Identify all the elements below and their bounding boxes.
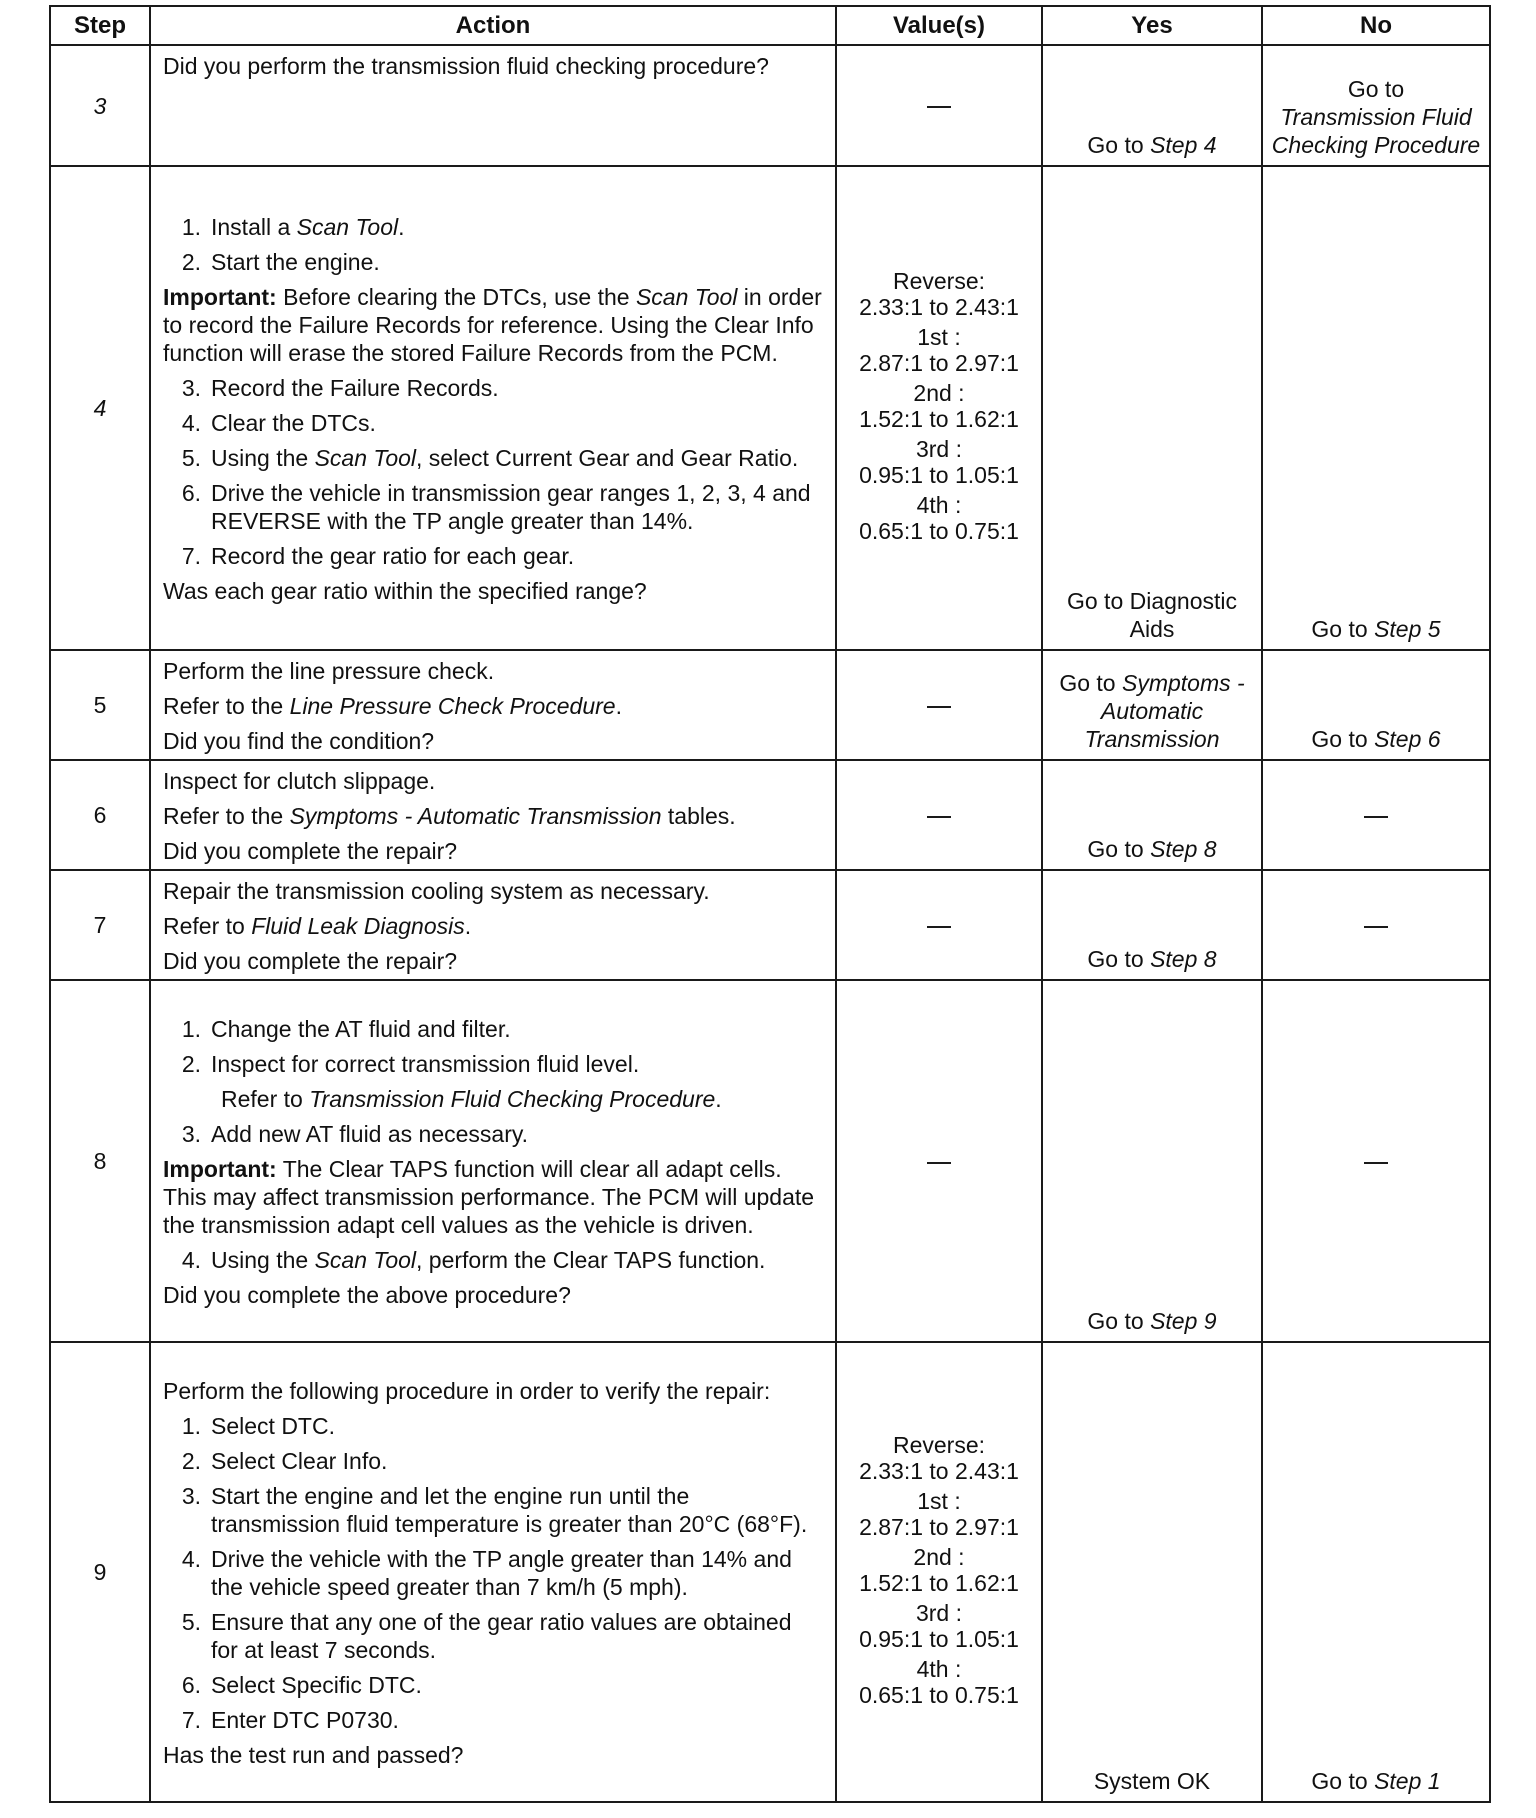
gear-ratio-4th: 4th : 0.65:1 to 0.75:1 <box>859 1656 1019 1708</box>
list-item: 4. Drive the vehicle with the TP angle greater than 14% and the vehicle speed greater than 7 km/h (5 mph). <box>181 1546 792 1600</box>
list-item: 2. Select Clear Info. <box>181 1448 388 1474</box>
step-number: 3 <box>50 45 150 166</box>
table-row-step-7 <box>50 870 1490 980</box>
action-cell <box>150 45 836 166</box>
yes-cell: Go to Diagnostic Aids <box>1042 166 1262 650</box>
step-link: Step 4 <box>1150 132 1217 158</box>
dash-mark <box>927 106 951 108</box>
list-item: 5. Using the Scan Tool, select Current Gear and Gear Ratio. <box>181 445 799 471</box>
gear-ratio-1st: 1st : 2.87:1 to 2.97:1 <box>859 1488 1019 1540</box>
list-item: 1. Select DTC. <box>181 1413 335 1439</box>
table-row-step-9 <box>50 1342 1490 1802</box>
important-note: Important: Before clearing the DTCs, use the Scan Tool in order to record the Failure Records for reference. Using the Clear Info function will erase the stored Failure Records from the PCM. <box>163 284 822 366</box>
gear-ratio-3rd: 3rd : 0.95:1 to 1.05:1 <box>859 436 1019 488</box>
yes-cell: System OK <box>1042 1342 1262 1802</box>
list-item: 3. Record the Failure Records. <box>181 375 499 401</box>
dash-mark <box>1364 926 1388 928</box>
dash-mark <box>927 926 951 928</box>
gear-ratio-2nd: 2nd : 1.52:1 to 1.62:1 <box>859 380 1019 432</box>
question: Did you perform the transmission fluid checking procedure? <box>163 53 769 79</box>
gear-ratio-4th: 4th : 0.65:1 to 0.75:1 <box>859 492 1019 544</box>
no-cell: Go to Step 1 <box>1262 1342 1490 1802</box>
step-link: Step 9 <box>1150 1308 1217 1334</box>
question: Has the test run and passed? <box>163 1742 464 1768</box>
list-item: 1. Change the AT fluid and filter. <box>181 1016 511 1042</box>
header-no: No <box>1262 6 1490 45</box>
procedure-link: Transmission Fluid Checking Procedure <box>1271 104 1481 158</box>
no-cell: Go to Step 5 <box>1262 166 1490 650</box>
step-link: Step 5 <box>1374 616 1441 642</box>
step-number: 5 <box>50 650 150 760</box>
header-yes: Yes <box>1042 6 1262 45</box>
dash-mark <box>927 816 951 818</box>
gear-ratio-reverse: Reverse: 2.33:1 to 2.43:1 <box>859 268 1019 320</box>
no-cell <box>1262 760 1490 870</box>
question: Did you complete the repair? <box>163 948 458 974</box>
list-item: 2. Inspect for correct transmission fluid level. <box>181 1051 640 1077</box>
yes-cell: Go to Symptoms - Automatic Transmission <box>1042 650 1262 760</box>
action-cell: Inspect for clutch slippage. Refer to the Symptoms - Automatic Transmission tables. Did you complete the repair? <box>150 760 836 870</box>
diagnostic-table-page <box>49 5 1489 1803</box>
action-cell <box>150 166 836 650</box>
step-number: 6 <box>50 760 150 870</box>
value-cell <box>836 650 1042 760</box>
table-row-step-4 <box>50 166 1490 650</box>
list-item: 1. Install a Scan Tool. <box>181 214 405 240</box>
dash-mark <box>927 1162 951 1164</box>
gear-ratio-1st: 1st : 2.87:1 to 2.97:1 <box>859 324 1019 376</box>
action-cell: Repair the transmission cooling system as necessary. Refer to Fluid Leak Diagnosis. Did you complete the repair? <box>150 870 836 980</box>
step-number: 7 <box>50 870 150 980</box>
header-step: Step <box>50 6 150 45</box>
table-row-step-6 <box>50 760 1490 870</box>
step-number: 4 <box>50 166 150 650</box>
list-item: 3. Start the engine and let the engine run until the transmission fluid temperature is greater than 20°C (68°F). <box>181 1483 808 1537</box>
step-number: 9 <box>50 1342 150 1802</box>
yes-cell: Go to Step 8 <box>1042 870 1262 980</box>
step-link: Step 1 <box>1374 1768 1441 1794</box>
step-number: 8 <box>50 980 150 1342</box>
step-link: Step 8 <box>1150 836 1217 862</box>
no-cell <box>1262 870 1490 980</box>
header-values: Value(s) <box>836 6 1042 45</box>
dash-mark <box>1364 1162 1388 1164</box>
list-item: 7. Record the gear ratio for each gear. <box>181 543 575 569</box>
header-action: Action <box>150 6 836 45</box>
question: Did you complete the above procedure? <box>163 1282 571 1308</box>
step-link: Step 6 <box>1374 726 1441 752</box>
gear-ratio-3rd: 3rd : 0.95:1 to 1.05:1 <box>859 1600 1019 1652</box>
value-cell <box>836 760 1042 870</box>
no-cell: Go to Step 6 <box>1262 650 1490 760</box>
action-cell: Perform the following procedure in order to verify the repair: 1. Select DTC. 2. Select Clear Info. 3. Start the engine and let the engine run until the transmission fluid temperature is greater than 20°C (68°F). 4. Drive the vehicle with the TP angle greater than 14% and the vehicle speed greater than 7 km/h (5 mph). 5. Ensure that any one of the gear ratio values are obtained for at least 7 seconds. 6. Select Specific DTC. 7. Enter DTC P0730. Has the test run and passed? <box>150 1342 836 1802</box>
table-row-step-3 <box>50 45 1490 166</box>
list-item: 3. Add new AT fluid as necessary. <box>181 1121 529 1147</box>
yes-cell: Go to Step 8 <box>1042 760 1262 870</box>
list-item: 2. Start the engine. <box>181 249 380 275</box>
question: Did you find the condition? <box>163 728 435 754</box>
gear-ratio-values <box>836 1342 1042 1802</box>
yes-cell: Go to Step 9 <box>1042 980 1262 1342</box>
table-row-step-5 <box>50 650 1490 760</box>
list-item: 5. Ensure that any one of the gear ratio values are obtained for at least 7 seconds. <box>181 1609 792 1663</box>
list-item: 4. Clear the DTCs. <box>181 410 376 436</box>
value-cell <box>836 870 1042 980</box>
question: Was each gear ratio within the specified range? <box>163 578 647 604</box>
table-row-step-8 <box>50 980 1490 1342</box>
dash-mark <box>927 706 951 708</box>
list-item: 4. Using the Scan Tool, perform the Clear TAPS function. <box>181 1247 766 1273</box>
procedure-link: Symptoms - Automatic Transmission <box>1084 670 1245 752</box>
header-row <box>50 6 1490 45</box>
important-note: Important: The Clear TAPS function will clear all adapt cells. This may affect transmission performance. The PCM will update the transmission adapt cell values as the vehicle is driven. <box>163 1156 815 1238</box>
action-cell <box>150 980 836 1342</box>
list-item: 7. Enter DTC P0730. <box>181 1707 399 1733</box>
step-link: Step 8 <box>1150 946 1217 972</box>
gear-ratio-reverse: Reverse: 2.33:1 to 2.43:1 <box>859 1432 1019 1484</box>
diagnostic-table <box>49 5 1491 1803</box>
value-cell <box>836 980 1042 1342</box>
action-cell: Perform the line pressure check. Refer to the Line Pressure Check Procedure. Did you find the condition? <box>150 650 836 760</box>
gear-ratio-2nd: 2nd : 1.52:1 to 1.62:1 <box>859 1544 1019 1596</box>
dash-mark <box>1364 816 1388 818</box>
yes-cell: Go to Step 4 <box>1042 45 1262 166</box>
list-item-note: Refer to Transmission Fluid Checking Procedure. <box>221 1086 722 1112</box>
gear-ratio-values <box>836 166 1042 650</box>
no-cell <box>1262 980 1490 1342</box>
no-cell: Go to Transmission Fluid Checking Procedure <box>1262 45 1490 166</box>
list-item: 6. Drive the vehicle in transmission gear ranges 1, 2, 3, 4 and REVERSE with the TP angle greater than 14%. <box>181 480 811 534</box>
question: Did you complete the repair? <box>163 838 458 864</box>
list-item: 6. Select Specific DTC. <box>181 1672 422 1698</box>
value-cell <box>836 45 1042 166</box>
